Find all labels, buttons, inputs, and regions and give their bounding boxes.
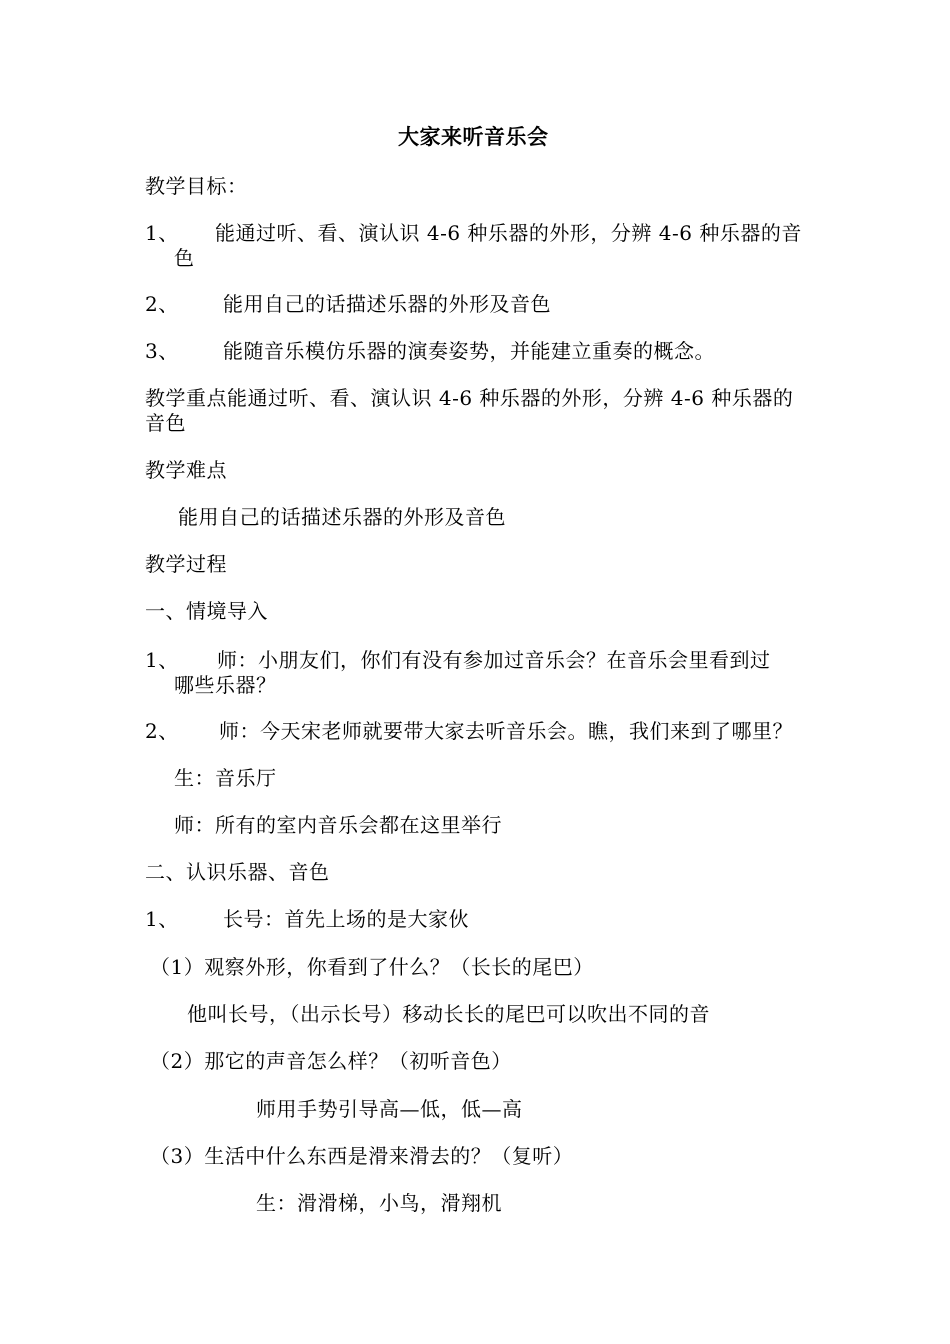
s2-item-1-number: 1、	[145, 907, 179, 931]
s1-item-1-continuation: 哪些乐器？	[174, 673, 277, 697]
s1-item-2-number: 2、	[145, 719, 179, 743]
goal-item-2	[145, 291, 551, 317]
s1-teacher-line: 师：所有的室内音乐会都在这里举行	[174, 813, 502, 837]
goal-heading: 教学目标：	[145, 174, 248, 198]
process-heading: 教学过程	[145, 552, 227, 576]
question-2-note: 师用手势引导高—低，低—高	[256, 1097, 523, 1121]
s1-item-2	[145, 718, 793, 744]
s1-item-1-text: 师：小朋友们，你们有没有参加过音乐会？在音乐会里看到过	[217, 648, 771, 672]
section-1-heading: 一、情境导入	[145, 599, 268, 623]
goal-1-text: 能通过听、看、演认识 4-6 种乐器的外形，分辨 4-6 种乐器的音	[215, 221, 802, 245]
key-point-continuation: 音色	[145, 411, 186, 435]
page-title: 大家来听音乐会	[398, 124, 549, 149]
goal-item-3	[145, 338, 715, 364]
s2-item-1-text: 长号：首先上场的是大家伙	[223, 907, 469, 931]
s1-item-1	[145, 647, 771, 673]
question-1: （1）观察外形，你看到了什么？（长长的尾巴）	[150, 955, 594, 979]
section-2-heading: 二、认识乐器、音色	[145, 860, 330, 884]
question-3-note: 生：滑滑梯，小鸟，滑翔机	[256, 1191, 502, 1215]
question-1-note: 他叫长号，（出示长号）移动长长的尾巴可以吹出不同的音	[187, 1002, 710, 1026]
s1-item-2-text: 师：今天宋老师就要带大家去听音乐会。瞧，我们来到了哪里？	[219, 719, 793, 743]
s2-item-1	[145, 906, 469, 932]
goal-3-text: 能随音乐模仿乐器的演奏姿势，并能建立重奏的概念。	[223, 339, 715, 363]
goal-1-continuation: 色	[174, 246, 195, 270]
s1-item-1-number: 1、	[145, 648, 179, 672]
goal-item-1	[145, 220, 802, 246]
goal-2-text: 能用自己的话描述乐器的外形及音色	[223, 292, 551, 316]
question-2: （2）那它的声音怎么样？（初听音色）	[150, 1049, 512, 1073]
difficulty-text: 能用自己的话描述乐器的外形及音色	[178, 505, 506, 529]
s1-student-reply: 生：音乐厅	[174, 766, 277, 790]
goal-2-number: 2、	[145, 292, 179, 316]
goal-3-number: 3、	[145, 339, 179, 363]
question-3: （3）生活中什么东西是滑来滑去的？（复听）	[150, 1144, 574, 1168]
difficulty-heading: 教学难点	[145, 458, 227, 482]
key-point: 教学重点能通过听、看、演认识 4-6 种乐器的外形，分辨 4-6 种乐器的	[145, 386, 794, 410]
goal-1-number: 1、	[145, 221, 179, 245]
